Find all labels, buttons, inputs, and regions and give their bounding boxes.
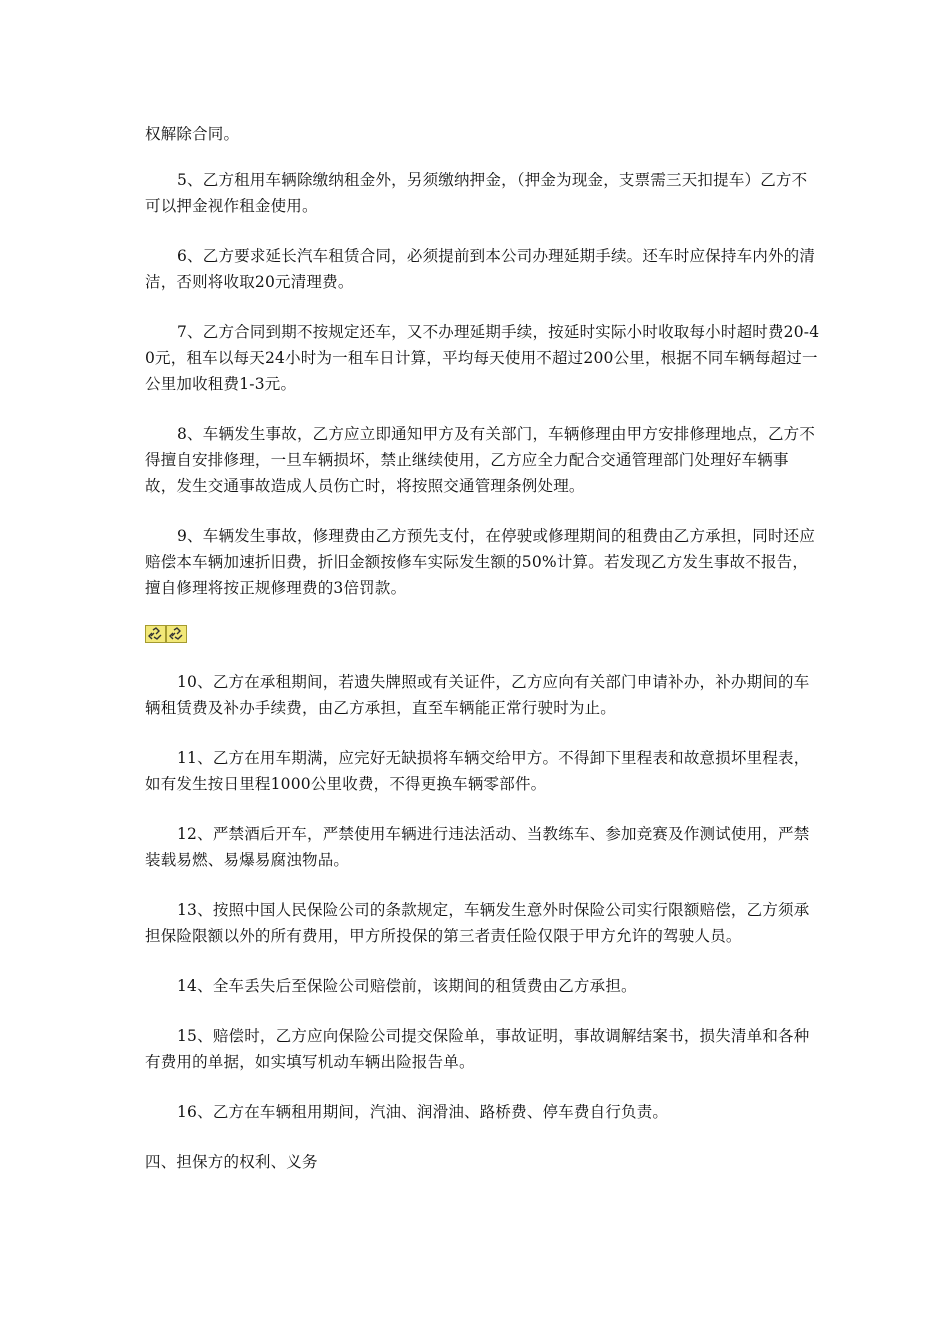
link-icon[interactable]	[145, 625, 166, 643]
clause-11: 11、乙方在用车期满，应完好无缺损将车辆交给甲方。不得卸下里程表和故意损坏里程表，如有发生按日里程1000公里收费，不得更换车辆零部件。	[145, 749, 810, 793]
section-heading-guarantor: 四、担保方的权利、义务	[145, 1153, 318, 1171]
clause-5: 5、乙方租用车辆除缴纳租金外，另须缴纳押金，（押金为现金，支票需三天扣提车）乙方不可以押金视作租金使用。	[145, 171, 808, 215]
clause-9: 9、车辆发生事故，修理费由乙方预先支付，在停驶或修理期间的租费由乙方承担，同时还应赔偿本车辆加速折旧费，折旧金额按修车实际发生额的50%计算。若发现乙方发生事故不报告，擅自修理将按正规修理费的3倍罚款。	[145, 527, 816, 597]
clause-8: 8、车辆发生事故，乙方应立即通知甲方及有关部门，车辆修理由甲方安排修理地点，乙方不得擅自安排修理，一旦车辆损坏，禁止继续使用，乙方应全力配合交通管理部门处理好车辆事故，发生交通事故造成人员伤亡时，将按照交通管理条例处理。	[145, 425, 816, 495]
clause-6: 6、乙方要求延长汽车租赁合同，必须提前到本公司办理延期手续。还车时应保持车内外的清洁，否则将收取20元清理费。	[145, 247, 816, 291]
clause-10: 10、乙方在承租期间，若遗失牌照或有关证件，乙方应向有关部门申请补办，补办期间的车辆租赁费及补办手续费，由乙方承担，直至车辆能正常行驶时为止。	[145, 673, 810, 717]
paragraph-continuation: 权解除合同。	[145, 125, 240, 143]
clause-15: 15、赔偿时，乙方应向保险公司提交保险单，事故证明，事故调解结案书，损失清单和各种有费用的单据，如实填写机动车辆出险报告单。	[145, 1027, 810, 1071]
clause-13: 13、按照中国人民保险公司的条款规定，车辆发生意外时保险公司实行限额赔偿，乙方须承担保险限额以外的所有费用，甲方所投保的第三者责任险仅限于甲方允许的驾驶人员。	[145, 901, 810, 945]
inline-icon-group	[145, 625, 820, 645]
document-body	[145, 121, 820, 1199]
clause-16: 16、乙方在车辆租用期间，汽油、润滑油、路桥费、停车费自行负责。	[177, 1103, 669, 1121]
clause-12: 12、严禁酒后开车，严禁使用车辆进行违法活动、当教练车、参加竞赛及作测试使用，严禁装载易燃、易爆易腐浊物品。	[145, 825, 810, 869]
link-icon[interactable]	[166, 625, 187, 643]
clause-14: 14、全车丢失后至保险公司赔偿前，该期间的租赁费由乙方承担。	[177, 977, 637, 995]
clause-7: 7、乙方合同到期不按规定还车，又不办理延期手续，按延时实际小时收取每小时超时费20-40元，租车以每天24小时为一租车日计算，平均每天使用不超过200公里，根据不同车辆每超过一公里加收租费1-3元。	[145, 323, 820, 393]
